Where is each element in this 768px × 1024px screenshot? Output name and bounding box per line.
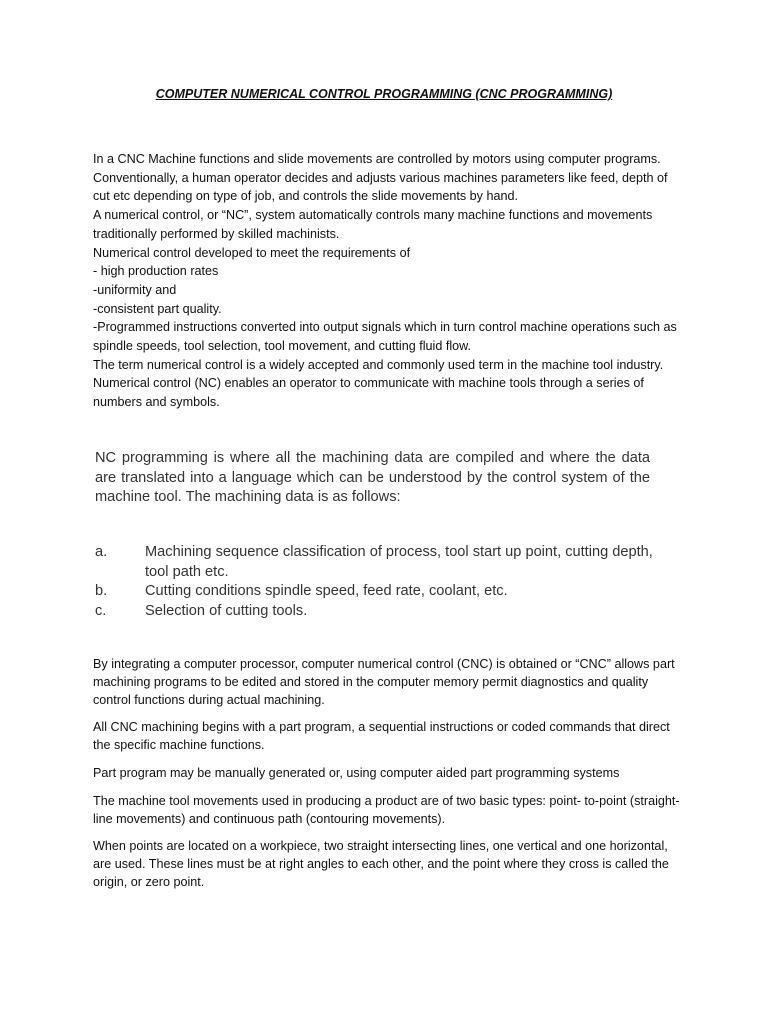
machining-data-list bbox=[95, 543, 655, 621]
intro-section bbox=[93, 150, 683, 412]
intro-line: - high production rates bbox=[93, 264, 219, 279]
paragraph: All CNC machining begins with a part program, a sequential instructions or coded commands that direct the specific machine functions. bbox=[93, 720, 670, 753]
list-text: Cutting conditions spindle speed, feed rate, coolant, etc. bbox=[145, 583, 508, 599]
list-text: Selection of cutting tools. bbox=[145, 602, 308, 619]
intro-line: The term numerical control is a widely accepted and commonly used term in the machine tool industry. Numerical control (NC) enables an operator to communicate with machine tools through a series of numbers and symbols. bbox=[93, 357, 664, 410]
intro-line: A numerical control, or “NC”, system automatically controls many machine functions and movements traditionally performed by skilled machinists. bbox=[93, 208, 653, 241]
paragraph: By integrating a computer processor, computer numerical control (CNC) is obtained or “CNC” allows part machining programs to be edited and stored in the computer memory permit diagnostics and quality control functions during actual machining. bbox=[93, 657, 675, 707]
paragraph: When points are located on a workpiece, two straight intersecting lines, one vertical and one horizontal, are used. These lines must be at right angles to each other, and the point where they cross is called the origin, or zero point. bbox=[93, 839, 669, 889]
intro-line: -consistent part quality. bbox=[93, 301, 222, 316]
intro-line: In a CNC Machine functions and slide movements are controlled by motors using computer programs. bbox=[93, 152, 661, 166]
list-marker: c. bbox=[95, 602, 107, 619]
list-text: Machining sequence classification of process, tool start up point, cutting depth, tool path etc. bbox=[145, 544, 653, 580]
paragraph: Part program may be manually generated or, using computer aided part programming systems bbox=[93, 765, 620, 780]
list-item bbox=[95, 602, 655, 622]
list-marker: b. bbox=[95, 583, 108, 599]
document-title: COMPUTER NUMERICAL CONTROL PROGRAMMING (CNC PROGRAMMING) bbox=[155, 87, 613, 101]
intro-line: Conventionally, a human operator decides and adjusts various machines parameters like feed, depth of cut etc depending on type of job, and controls the slide movements by hand. bbox=[93, 170, 668, 204]
list-marker: a. bbox=[95, 544, 108, 560]
list-item bbox=[95, 582, 655, 602]
intro-line: -uniformity and bbox=[93, 282, 177, 297]
intro-line: Numerical control developed to meet the requirements of bbox=[93, 245, 411, 260]
nc-programming-paragraph: NC programming is where all the machining data are compiled and where the data are translated into a language which can be understood by the control system of the machine tool. The machining data is as follows: bbox=[95, 450, 650, 505]
intro-line: -Programmed instructions converted into output signals which in turn control machine operations such as spindle speeds, tool selection, tool movement, and cutting fluid flow. bbox=[93, 320, 677, 354]
cnc-section bbox=[93, 656, 683, 902]
list-item bbox=[95, 543, 655, 582]
paragraph: The machine tool movements used in producing a product are of two basic types: point- to-point (straight-line movements) and continuous path (contouring movements). bbox=[93, 793, 680, 826]
